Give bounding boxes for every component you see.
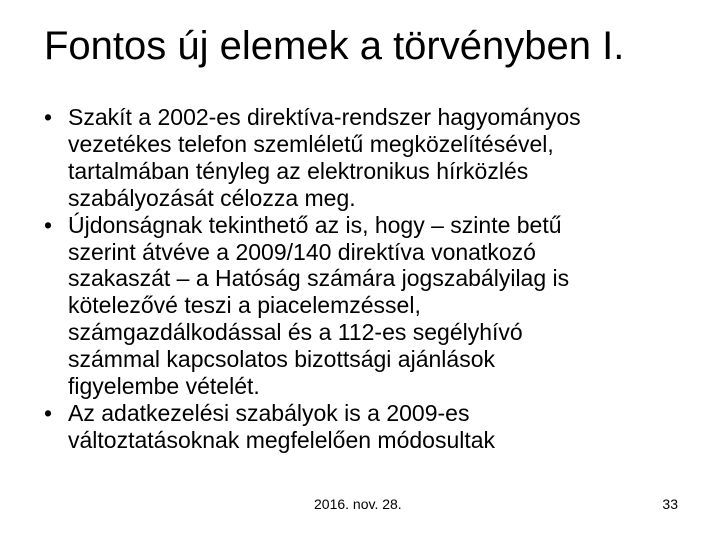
bullet-item-1: [44, 104, 684, 212]
bullet-symbol: •: [44, 104, 53, 130]
bullet-text: Az adatkezelési szabályok is a 2009-es változtatásoknak megfelelően módosultak: [68, 399, 496, 453]
bullet-symbol: •: [44, 211, 53, 238]
page-number: 33: [662, 496, 678, 512]
bullet-item-2: [44, 212, 684, 400]
bullet-text: Újdonságnak tekinthető az is, hogy – szinte betű szerint átvéve a 2009/140 direktíva vonatkozó szakaszát – a Hatóság számára jogszabályilag is kötelezővé teszi a piacelemzéssel, számgazdálkodással és a 112-es segélyhívó számmal kapcsolatos bizottsági ajánlások figyelembe vételét.: [68, 211, 570, 400]
bullet-list: [44, 104, 684, 454]
bullet-text: Szakít a 2002-es direktíva-rendszer hagyományos vezetékes telefon szemléletű megközelítésével, tartalmában tényleg az elektronikus hírközlés szabályozását célozza meg.: [68, 104, 581, 211]
slide-title: Fontos új elemek a törvényben I.: [44, 24, 625, 68]
bullet-item-3: [44, 400, 684, 454]
bullet-symbol: •: [44, 399, 53, 426]
footer-date: 2016. nov. 28.: [314, 496, 402, 512]
